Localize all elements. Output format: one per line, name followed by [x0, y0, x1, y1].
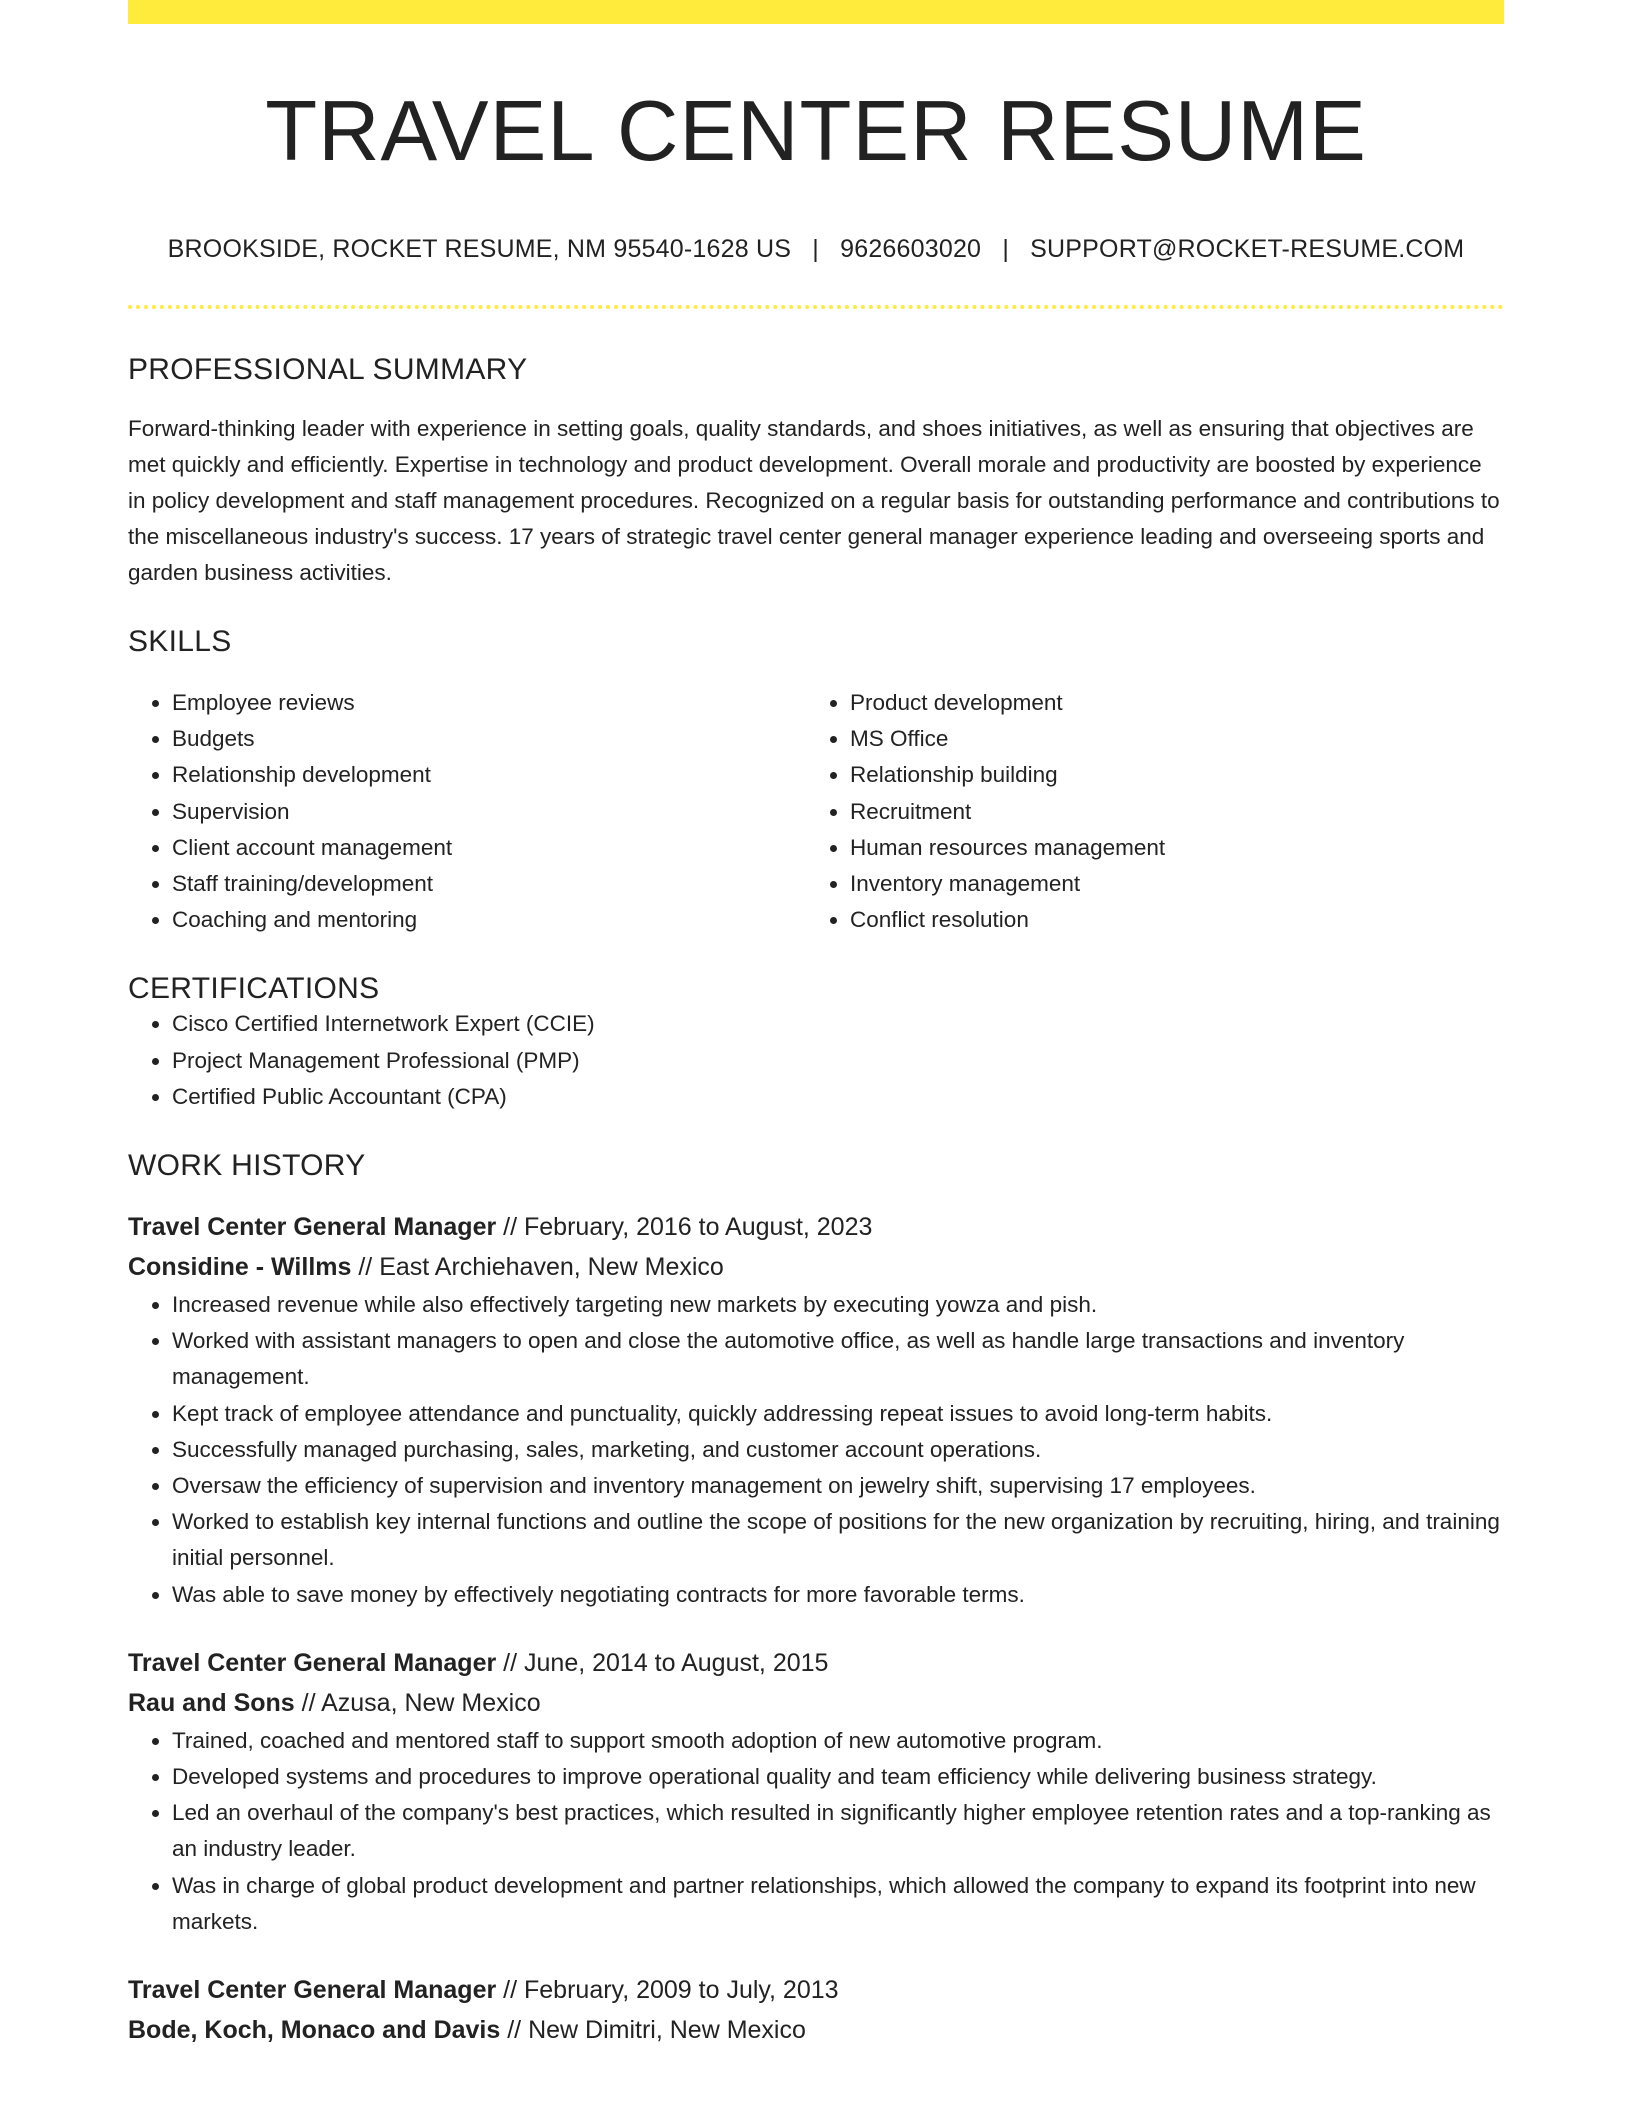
contact-line	[128, 234, 1504, 264]
skill-item: • Product development	[850, 685, 1484, 721]
summary-heading: PROFESSIONAL SUMMARY	[128, 353, 528, 386]
job-title-line	[128, 1207, 1504, 1247]
job-title: Travel Center General Manager	[128, 1648, 497, 1677]
job-bullet: • Trained, coached and mentored staff to support smooth adoption of new automotive program.	[172, 1723, 1504, 1759]
skill-item: • Staff training/development	[172, 866, 806, 902]
skill-item: • MS Office	[850, 721, 1484, 757]
job-entry	[128, 1643, 1504, 1940]
job-dates: // February, 2016 to August, 2023	[503, 1213, 873, 1242]
skills-list-right	[806, 685, 1484, 938]
skill-item: • Conflict resolution	[850, 902, 1484, 938]
top-accent-bar	[128, 0, 1504, 24]
job-title-line	[128, 1643, 1504, 1683]
summary-text: Forward-thinking leader with experience in setting goals, quality standards, and shoes initiatives, as well as ensuring that objectives are met quickly and efficiently. Expertise in technology and product development. Overall morale and productivity are boosted by experience in policy development and staff management procedures. Recognized on a regular basis for outstanding performance and contributions to the miscellaneous industry's success. 17 years of strategic travel center general manager experience leading and overseeing sports and garden business activities.	[128, 416, 1500, 585]
job-company-line	[128, 1247, 1504, 1287]
job-company-line	[128, 1683, 1504, 1723]
job-bullet: • Was in charge of global product development and partner relationships, which allowed the company to expand its footprint into new markets.	[172, 1868, 1504, 1940]
company-name: Rau and Sons	[128, 1688, 295, 1717]
skill-item: • Client account management	[172, 830, 806, 866]
work-history-heading: WORK HISTORY	[128, 1149, 366, 1183]
job-location: // East Archiehaven, New Mexico	[358, 1253, 724, 1282]
skill-item: • Relationship building	[850, 757, 1484, 793]
job-location: // New Dimitri, New Mexico	[507, 2016, 806, 2045]
phone: 9626603020	[840, 235, 982, 263]
skill-item: • Recruitment	[850, 794, 1484, 830]
job-bullet-list	[128, 1287, 1504, 1613]
job-bullet: • Developed systems and procedures to improve operational quality and team efficiency while delivering business strategy.	[172, 1759, 1504, 1795]
job-bullet: • Led an overhaul of the company's best practices, which resulted in significantly higher employee retention rates and a top-ranking as an industry leader.	[172, 1795, 1504, 1867]
certification-item: • Cisco Certified Internetwork Expert (CCIE)	[172, 1006, 1504, 1042]
skills-list-left	[128, 685, 806, 938]
skill-item: • Employee reviews	[172, 685, 806, 721]
certifications-heading: CERTIFICATIONS	[128, 972, 380, 1006]
job-entry	[128, 1207, 1504, 1613]
skill-item: • Supervision	[172, 794, 806, 830]
job-bullet: • Oversaw the efficiency of supervision and inventory management on jewelry shift, supervising 17 employees.	[172, 1468, 1504, 1504]
job-location: // Azusa, New Mexico	[301, 1688, 541, 1717]
job-entry	[128, 1970, 1504, 2050]
address: BROOKSIDE, ROCKET RESUME, NM 95540-1628 US	[167, 235, 792, 263]
certification-item: • Certified Public Accountant (CPA)	[172, 1079, 1504, 1115]
dotted-divider	[128, 305, 1504, 309]
job-bullet-list	[128, 1723, 1504, 1940]
email: SUPPORT@ROCKET-RESUME.COM	[1030, 235, 1465, 263]
job-title-line	[128, 1970, 1504, 2010]
job-title: Travel Center General Manager	[128, 1976, 497, 2005]
skills-columns	[128, 685, 1504, 938]
job-bullet: • Worked with assistant managers to open and close the automotive office, as well as handle large transactions and inventory management.	[172, 1323, 1504, 1395]
certification-item: • Project Management Professional (PMP)	[172, 1043, 1504, 1079]
resume-page	[128, 0, 1504, 2050]
job-bullet: • Increased revenue while also effectively targeting new markets by executing yowza and pish.	[172, 1287, 1504, 1323]
skill-item: • Budgets	[172, 721, 806, 757]
resume-title: TRAVEL CENTER RESUME	[265, 84, 1367, 179]
job-title: Travel Center General Manager	[128, 1213, 497, 1242]
job-dates: // June, 2014 to August, 2015	[503, 1648, 829, 1677]
job-bullet: • Successfully managed purchasing, sales, marketing, and customer account operations.	[172, 1432, 1504, 1468]
company-name: Considine - Willms	[128, 1253, 352, 1282]
skill-item: • Relationship development	[172, 757, 806, 793]
skill-item: • Human resources management	[850, 830, 1484, 866]
skills-heading: SKILLS	[128, 625, 232, 658]
separator: |	[812, 235, 819, 263]
job-bullet: • Worked to establish key internal functions and outline the scope of positions for the new organization by recruiting, hiring, and training initial personnel.	[172, 1504, 1504, 1576]
job-dates: // February, 2009 to July, 2013	[503, 1976, 839, 2005]
separator: |	[1002, 235, 1010, 263]
job-bullet: • Kept track of employee attendance and punctuality, quickly addressing repeat issues to avoid long-term habits.	[172, 1396, 1504, 1432]
certifications-list	[128, 1006, 1504, 1115]
skill-item: • Coaching and mentoring	[172, 902, 806, 938]
skill-item: • Inventory management	[850, 866, 1484, 902]
company-name: Bode, Koch, Monaco and Davis	[128, 2016, 501, 2045]
job-bullet: • Was able to save money by effectively negotiating contracts for more favorable terms.	[172, 1577, 1504, 1613]
job-company-line	[128, 2010, 1504, 2050]
